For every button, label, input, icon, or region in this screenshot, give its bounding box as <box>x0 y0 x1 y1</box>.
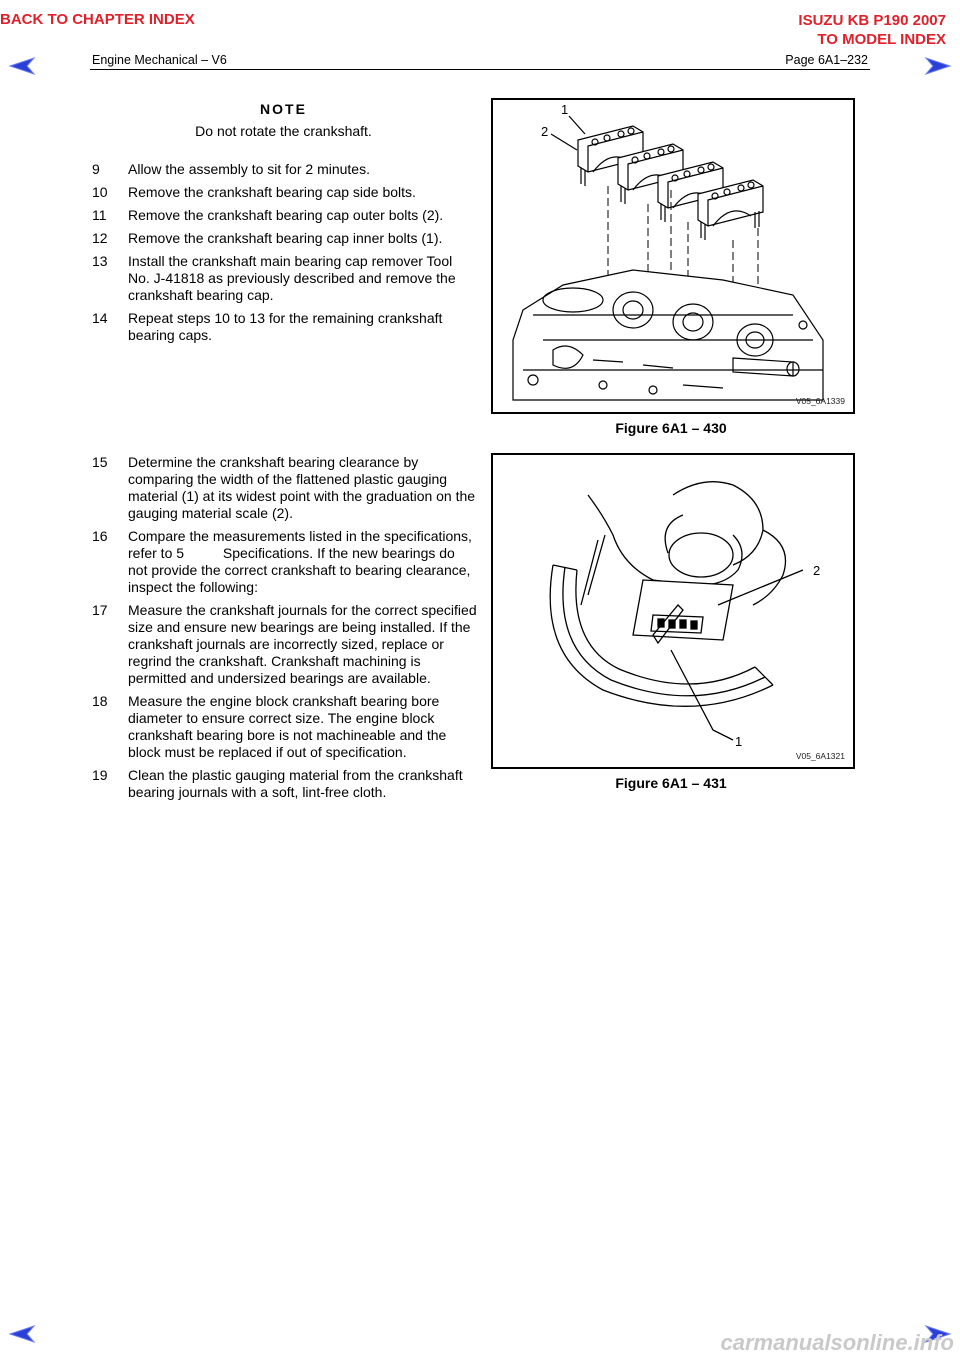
step-item <box>92 253 477 304</box>
step-item <box>92 693 477 761</box>
figure-bearing-caps <box>491 98 855 414</box>
callout-2-label: 2 <box>541 124 549 139</box>
figure-431-caption: Figure 6A1 – 431 <box>615 775 727 791</box>
back-to-chapter-index-link[interactable]: BACK TO CHAPTER INDEX <box>0 11 195 28</box>
step-item <box>92 161 477 178</box>
step-text: Measure the engine block crankshaft bearing bore diameter to ensure correct size. The engine block crankshaft bearing bore is not machineable and the block must be replaced if out of specification. <box>128 693 447 760</box>
figure-plastic-gauge <box>491 453 855 769</box>
step-item <box>92 230 477 247</box>
model-index-link[interactable] <box>798 11 946 49</box>
procedure-steps-a <box>92 161 477 350</box>
step-number: 12 <box>92 230 108 246</box>
step-number: 11 <box>92 207 107 223</box>
callout-1-label: 1 <box>561 102 569 117</box>
step-text: Repeat steps 10 to 13 for the remaining crankshaft bearing caps. <box>128 310 443 343</box>
step-number: 14 <box>92 310 108 326</box>
step-number: 19 <box>92 767 108 783</box>
step-item <box>92 310 477 344</box>
step-text: Remove the crankshaft bearing cap side bolts. <box>128 184 416 200</box>
step-text: Clean the plastic gauging material from the crankshaft bearing journals with a soft, lint-free cloth. <box>128 767 463 800</box>
previous-page-arrow-icon[interactable] <box>8 56 36 76</box>
step-item <box>92 767 477 801</box>
procedure-steps-b <box>92 454 477 807</box>
note-text: Do not rotate the crankshaft. <box>195 123 372 139</box>
step-text: Allow the assembly to sit for 2 minutes. <box>128 161 370 177</box>
header-section-title: Engine Mechanical – V6 <box>92 53 227 67</box>
step-number: 17 <box>92 602 108 618</box>
step-item <box>92 184 477 201</box>
figure-code: V05_6A1339 <box>795 396 845 406</box>
step-item <box>92 207 477 224</box>
step-text: Determine the crankshaft bearing clearance by comparing the width of the flattened plastic gauging material (1) at its widest point with the graduation on the gauging material scale (2). <box>128 454 476 521</box>
plastic-gauge-illustration <box>493 455 853 767</box>
callout-2-label: 2 <box>813 563 821 578</box>
next-page-arrow-icon[interactable] <box>924 56 952 76</box>
step-number: 16 <box>92 528 108 544</box>
step-item <box>92 454 477 522</box>
step-item <box>92 602 477 687</box>
callout-1-label: 1 <box>735 734 743 749</box>
header-page-number: Page 6A1–232 <box>785 53 868 67</box>
step-text: Remove the crankshaft bearing cap outer bolts (2). <box>128 207 444 223</box>
footer-watermark: carmanualsonline.info <box>720 1330 954 1355</box>
previous-page-arrow-icon[interactable] <box>8 1324 36 1344</box>
to-model-index-line: TO MODEL INDEX <box>817 31 946 48</box>
figure-code: V05_6A1321 <box>795 751 845 761</box>
note-title: NOTE <box>260 101 307 117</box>
model-title-line: ISUZU KB P190 2007 <box>798 12 946 29</box>
header-divider <box>90 69 870 70</box>
step-text: Measure the crankshaft journals for the correct specified size and ensure new bearings are being installed. If the crankshaft journals are incorrectly sized, replace or regrind the crankshaft. Crankshaft machining is permitted and undersized bearings are available. <box>128 602 477 686</box>
step-number: 10 <box>92 184 108 200</box>
figure-430-caption: Figure 6A1 – 430 <box>615 420 727 436</box>
step-text: Compare the measurements listed in the specifications, refer to 5 Specifications. If the new bearings do not provide the correct crankshaft to bearing clearance, inspect the following: <box>128 528 476 595</box>
step-text: Install the crankshaft main bearing cap remover Tool No. J-41818 as previously described and remove the crankshaft bearing cap. <box>128 253 456 303</box>
step-number: 9 <box>92 161 100 177</box>
step-item <box>92 528 477 596</box>
step-number: 15 <box>92 454 108 470</box>
bearing-caps-illustration <box>493 100 853 412</box>
step-number: 18 <box>92 693 108 709</box>
step-text: Remove the crankshaft bearing cap inner bolts (1). <box>128 230 443 246</box>
step-number: 13 <box>92 253 108 269</box>
